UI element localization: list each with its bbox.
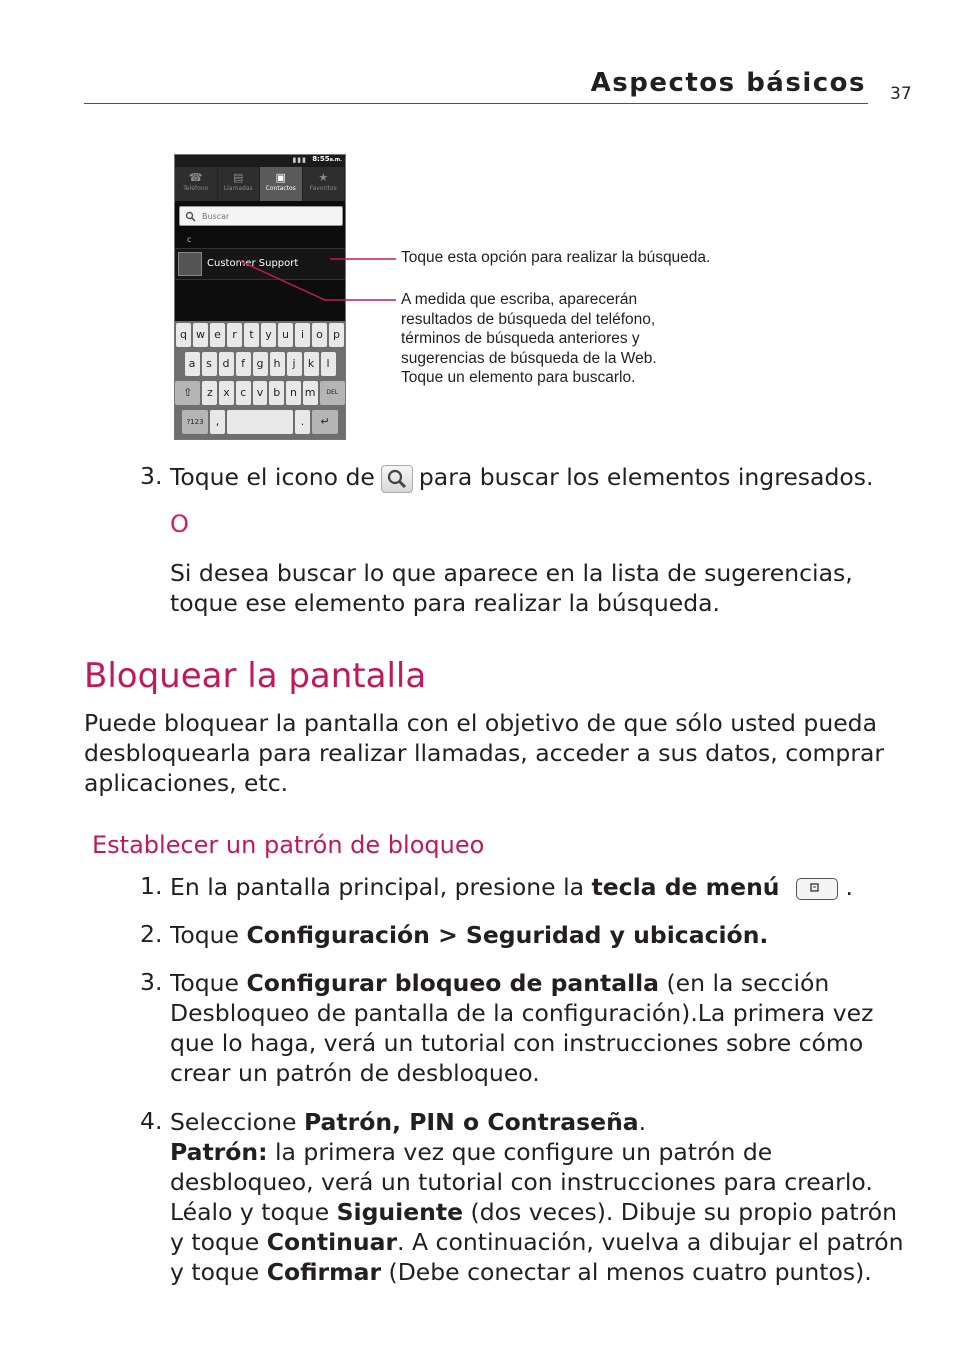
key-period[interactable]: . bbox=[295, 410, 310, 434]
step2-text bbox=[170, 920, 768, 950]
callout-line: términos de búsqueda anteriores y bbox=[401, 330, 640, 347]
key-a[interactable]: a bbox=[185, 352, 200, 376]
page-number: 37 bbox=[890, 84, 912, 104]
subsection-heading: Establecer un patrón de bloqueo bbox=[92, 831, 485, 859]
keyboard-row-1 bbox=[175, 323, 345, 351]
star-icon: ★ bbox=[318, 171, 329, 184]
step3-search-text bbox=[170, 462, 873, 493]
tab-contactos[interactable]: ▣ Contactos bbox=[260, 167, 303, 201]
lock-setting-term: Configurar bloqueo de pantalla bbox=[246, 969, 660, 997]
text-line bbox=[170, 1227, 903, 1257]
step-text: (dos veces). Dibuje su propio patrón bbox=[463, 1198, 897, 1226]
key-k[interactable]: k bbox=[304, 352, 319, 376]
key-m[interactable]: m bbox=[303, 381, 318, 405]
key-s[interactable]: s bbox=[202, 352, 217, 376]
tab-favoritos[interactable]: ★ Favoritos bbox=[303, 167, 346, 201]
space-key[interactable] bbox=[227, 410, 293, 434]
section-intro bbox=[84, 708, 884, 798]
text-line: Desbloqueo de pantalla de la configuración).La primera vez bbox=[170, 999, 874, 1027]
status-bar bbox=[175, 155, 345, 167]
step-text: (Debe conectar al menos cuatro puntos). bbox=[381, 1258, 872, 1286]
step-text: En la pantalla principal, presione la bbox=[170, 873, 592, 901]
search-icon bbox=[185, 211, 196, 222]
text-line: que lo haga, verá un tutorial con instrucciones sobre cómo bbox=[170, 1029, 864, 1057]
keyboard-row-4 bbox=[175, 410, 345, 438]
or-label: O bbox=[170, 510, 189, 538]
key-i[interactable]: i bbox=[295, 323, 310, 347]
key-h[interactable]: h bbox=[270, 352, 285, 376]
contact-avatar bbox=[178, 252, 202, 276]
section-heading: Bloquear la pantalla bbox=[84, 656, 427, 696]
key-c[interactable]: c bbox=[236, 381, 251, 405]
step-text: Toque bbox=[170, 969, 247, 997]
next-term: Siguiente bbox=[336, 1198, 464, 1226]
key-v[interactable]: v bbox=[253, 381, 268, 405]
key-x[interactable]: x bbox=[219, 381, 234, 405]
step-text: Seleccione bbox=[170, 1108, 304, 1136]
punctuation: . bbox=[845, 873, 854, 901]
step-text: para buscar los elementos ingresados. bbox=[418, 463, 874, 491]
signal-icon: ▮▮▮ bbox=[292, 156, 307, 164]
step-text: (en la sección bbox=[659, 969, 830, 997]
continue-term: Continuar bbox=[266, 1228, 398, 1256]
confirm-term: Cofirmar bbox=[266, 1258, 382, 1286]
step-text: . A continuación, vuelva a dibujar el patrón bbox=[397, 1228, 904, 1256]
step-text: Toque el icono de bbox=[170, 463, 375, 491]
key-r[interactable]: r bbox=[227, 323, 242, 347]
phone-search-input[interactable] bbox=[179, 206, 343, 226]
step-number: 3. bbox=[140, 968, 163, 996]
search-placeholder: Buscar bbox=[202, 212, 230, 221]
text-line bbox=[170, 1197, 903, 1227]
key-comma[interactable]: , bbox=[210, 410, 225, 434]
tab-llamadas[interactable]: ▤ Llamadas bbox=[218, 167, 261, 201]
key-f[interactable]: f bbox=[236, 352, 251, 376]
tab-telefono[interactable]: ☎ Teléfono bbox=[175, 167, 218, 201]
step3-text bbox=[170, 968, 873, 1088]
key-l[interactable]: l bbox=[321, 352, 336, 376]
key-u[interactable]: u bbox=[278, 323, 293, 347]
key-n[interactable]: n bbox=[286, 381, 301, 405]
step-number: 4. bbox=[140, 1107, 163, 1135]
callout-line: A medida que escriba, aparecerán bbox=[401, 291, 638, 308]
text-line bbox=[170, 968, 873, 998]
key-y[interactable]: y bbox=[261, 323, 276, 347]
key-g[interactable]: g bbox=[253, 352, 268, 376]
step4-text bbox=[170, 1107, 903, 1287]
text-line: crear un patrón de desbloqueo. bbox=[170, 1059, 540, 1087]
keyboard-row-3 bbox=[175, 381, 345, 409]
step-number: 2. bbox=[140, 920, 163, 948]
callout-connectors bbox=[230, 250, 400, 310]
text-line bbox=[170, 1107, 903, 1137]
text-line: Si desea buscar lo que aparece en la lista de sugerencias, bbox=[170, 559, 853, 587]
text-line: Puede bloquear la pantalla con el objetivo de que sólo usted pueda bbox=[84, 709, 877, 737]
text-line: toque ese elemento para realizar la búsqueda. bbox=[170, 589, 721, 617]
text-line: desbloqueo, verá un tutorial con instrucciones para crearlo. bbox=[170, 1168, 873, 1196]
header-rule bbox=[84, 103, 868, 104]
symbols-key[interactable]: ?123 bbox=[182, 410, 208, 434]
step-number: 3. bbox=[140, 462, 163, 490]
shift-key[interactable]: ⇧ bbox=[175, 381, 201, 405]
step1-text bbox=[170, 872, 853, 902]
callout-line: resultados de búsqueda del teléfono, bbox=[401, 310, 656, 328]
key-t[interactable]: t bbox=[244, 323, 259, 347]
contacts-tabbar bbox=[175, 167, 345, 201]
enter-key[interactable]: ↵ bbox=[312, 410, 338, 434]
key-o[interactable]: o bbox=[312, 323, 327, 347]
key-p[interactable]: p bbox=[329, 323, 344, 347]
callout-suggestions bbox=[401, 290, 657, 388]
lock-type-term: Patrón, PIN o Contraseña bbox=[303, 1108, 639, 1136]
typed-letter: c bbox=[187, 235, 192, 244]
callout-line: Toque un elemento para buscarlo. bbox=[401, 369, 636, 386]
key-e[interactable]: e bbox=[210, 323, 225, 347]
delete-key[interactable]: DEL bbox=[320, 381, 346, 405]
text-line: desbloquearla para realizar llamadas, acceder a sus datos, comprar bbox=[84, 739, 885, 767]
step-text: Léalo y toque bbox=[170, 1198, 337, 1226]
step-text: Toque bbox=[170, 921, 247, 949]
contacts-icon: ▣ bbox=[275, 171, 286, 184]
punctuation: . bbox=[638, 1108, 647, 1136]
section-title: Aspectos básicos bbox=[590, 68, 866, 98]
soft-keyboard bbox=[175, 321, 345, 440]
suggestion-label: Customer Support bbox=[207, 258, 299, 269]
search-button-icon bbox=[381, 465, 413, 493]
callout-line: sugerencias de búsqueda de la Web. bbox=[401, 349, 657, 367]
settings-path-term: Configuración > Seguridad y ubicación. bbox=[246, 921, 769, 949]
key-w[interactable]: w bbox=[193, 323, 208, 347]
pattern-term: Patrón: bbox=[170, 1138, 268, 1166]
step-text: la primera vez que configure un patrón de bbox=[267, 1138, 773, 1166]
key-j[interactable]: j bbox=[287, 352, 302, 376]
step-text: y toque bbox=[170, 1258, 267, 1286]
text-line bbox=[170, 1137, 903, 1167]
phone-icon: ☎ bbox=[188, 171, 203, 184]
key-b[interactable]: b bbox=[269, 381, 284, 405]
call-log-icon: ▤ bbox=[233, 171, 244, 184]
callout-search-option: Toque esta opción para realizar la búsqueda. bbox=[401, 249, 711, 266]
menu-key-term: tecla de menú bbox=[591, 873, 780, 901]
menu-key-icon bbox=[796, 878, 838, 900]
key-q[interactable]: q bbox=[176, 323, 191, 347]
key-z[interactable]: z bbox=[202, 381, 217, 405]
keyboard-row-2 bbox=[175, 352, 345, 380]
step3-alternative bbox=[170, 558, 853, 618]
text-line bbox=[170, 1257, 903, 1287]
key-d[interactable]: d bbox=[219, 352, 234, 376]
step-text: y toque bbox=[170, 1228, 267, 1256]
step-number: 1. bbox=[140, 872, 163, 900]
text-line: aplicaciones, etc. bbox=[84, 769, 289, 797]
status-time: 8:55a.m. bbox=[312, 155, 342, 163]
